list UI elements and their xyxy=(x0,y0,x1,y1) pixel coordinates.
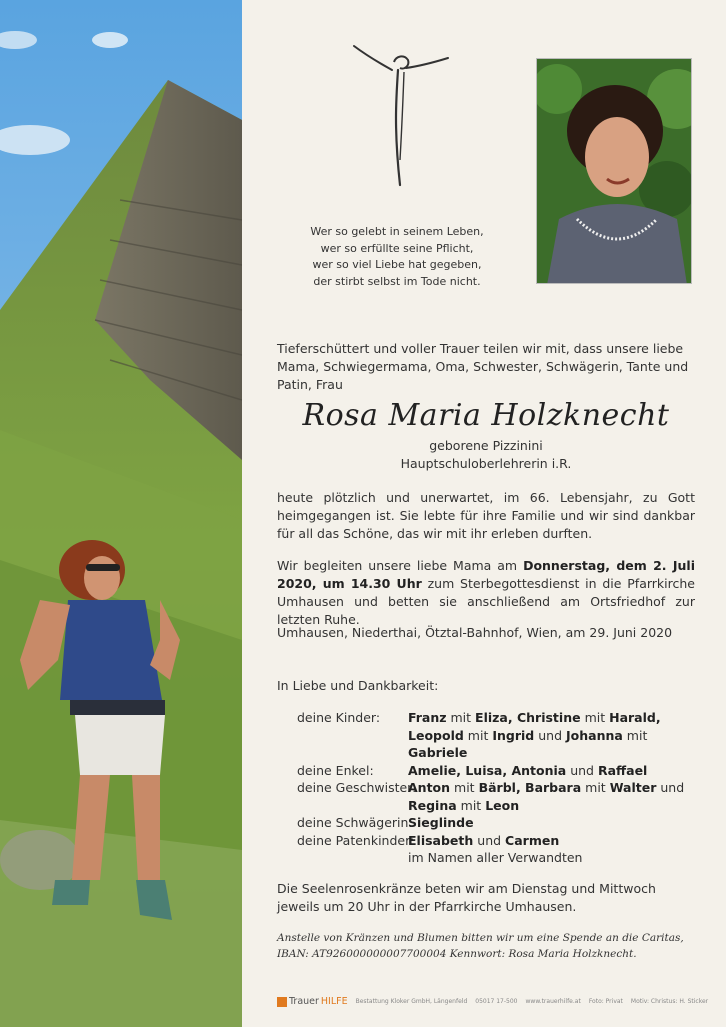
footer-company: Bestattung Kloker GmbH, Längenfeld xyxy=(355,998,468,1005)
family-row-godchildren xyxy=(297,832,697,850)
family-names: Sieglinde xyxy=(408,815,474,830)
family-row-siblings xyxy=(297,779,697,797)
family-row-siblings-2 xyxy=(297,797,697,815)
family-names: Anton mit Bärbl, Barbara mit Walter und xyxy=(408,780,685,795)
family-names: Leopold mit Ingrid und Johanna mit Gabriele xyxy=(408,727,648,760)
family-label: deine Kinder: xyxy=(297,710,381,725)
family-row-grandchildren xyxy=(297,762,697,780)
funeral-text xyxy=(277,557,695,629)
family-names: Elisabeth und Carmen xyxy=(408,832,560,848)
trauerhilfe-logo-icon xyxy=(277,997,287,1007)
footer-phone: 05017 17-500 xyxy=(475,998,518,1005)
christ-figure-icon xyxy=(350,40,450,190)
profession: Hauptschuloberlehrerin i.R. xyxy=(400,456,572,471)
trauerhilfe-logo: Trauer HILFE xyxy=(277,996,348,1007)
deceased-name: Rosa Maria Holzknecht xyxy=(302,398,670,433)
rosary-text: Die Seelenrosenkränze beten wir am Dienstag und Mittwoch jeweils um 20 Uhr in der Pfarrkirche Umhausen. xyxy=(277,881,656,914)
donation-line: IBAN: AT926000000007700004 Kennwort: Rosa Maria Holzknecht. xyxy=(277,948,637,960)
family-label: deine Geschwister: xyxy=(297,780,417,795)
donation-line: Anstelle von Kränzen und Blumen bitten wir um eine Spende an die Caritas, xyxy=(277,932,684,944)
funeral-date: Donnerstag, dem 2. Juli 2020, um 14.30 Uhr xyxy=(277,558,695,591)
family-names: Franz mit Eliza, Christine mit Harald, xyxy=(408,710,661,725)
footer-photo-credit: Foto: Privat xyxy=(588,998,623,1005)
mountain-photo xyxy=(0,0,242,1027)
intro-text: Tieferschüttert und voller Trauer teilen wir mit, dass unsere liebe Mama, Schwiegermama, Oma, Schwester, Schwägerin, Tante und Patin, Frau xyxy=(277,341,689,392)
poem-line: wer so viel Liebe hat gegeben, xyxy=(312,258,482,271)
obituary-document xyxy=(242,0,726,1027)
family-label: deine Schwägerin: xyxy=(297,815,413,830)
maiden-name: geborene Pizzinini xyxy=(429,438,543,453)
family-label: deine Patenkinder: xyxy=(297,832,415,848)
poem xyxy=(282,224,512,290)
family-row-children xyxy=(297,709,697,727)
poem-line: Wer so gelebt in seinem Leben, xyxy=(310,225,484,238)
poem-line: wer so erfüllte seine Pflicht, xyxy=(320,241,474,255)
footer-design-credit: Motiv: Christus: H. Sticker xyxy=(630,998,709,1005)
footer-web: www.trauerhilfe.at xyxy=(525,998,581,1005)
announcement-text: heute plötzlich und unerwartet, im 66. Lebensjahr, zu Gott heimgegangen ist. Sie lebte für ihre Familie und wir sind dankbar für all das Schöne, das wir mit ihr erleben durften. xyxy=(277,490,695,541)
family-label: deine Enkel: xyxy=(297,762,374,778)
footer xyxy=(277,996,717,1007)
funeral-text-before: Wir begleiten unsere liebe Mama am xyxy=(277,558,524,573)
funeral-text-after: zum Sterbegottesdienst in die Pfarrkirche Umhausen und betten sie anschließend am Ortsfriedhof zur letzten Ruhe. xyxy=(277,576,695,627)
family-relatives: im Namen aller Verwandten xyxy=(408,850,583,865)
family-row-relatives xyxy=(297,849,697,867)
family-row-sisterinlaw xyxy=(297,814,697,832)
family-names: Regina mit Leon xyxy=(408,797,520,813)
family-row-children-2 xyxy=(297,727,697,762)
place-date: Umhausen, Niederthai, Ötztal-Bahnhof, Wien, am 29. Juni 2020 xyxy=(277,625,673,640)
family-names: Amelie, Luisa, Antonia und Raffael xyxy=(408,762,648,778)
poem-line: der stirbt selbst im Tode nicht. xyxy=(313,274,481,288)
donation-note xyxy=(277,930,695,962)
portrait-photo xyxy=(536,58,692,284)
thanks-line: In Liebe und Dankbarkeit: xyxy=(277,678,439,693)
family-list xyxy=(297,709,697,867)
